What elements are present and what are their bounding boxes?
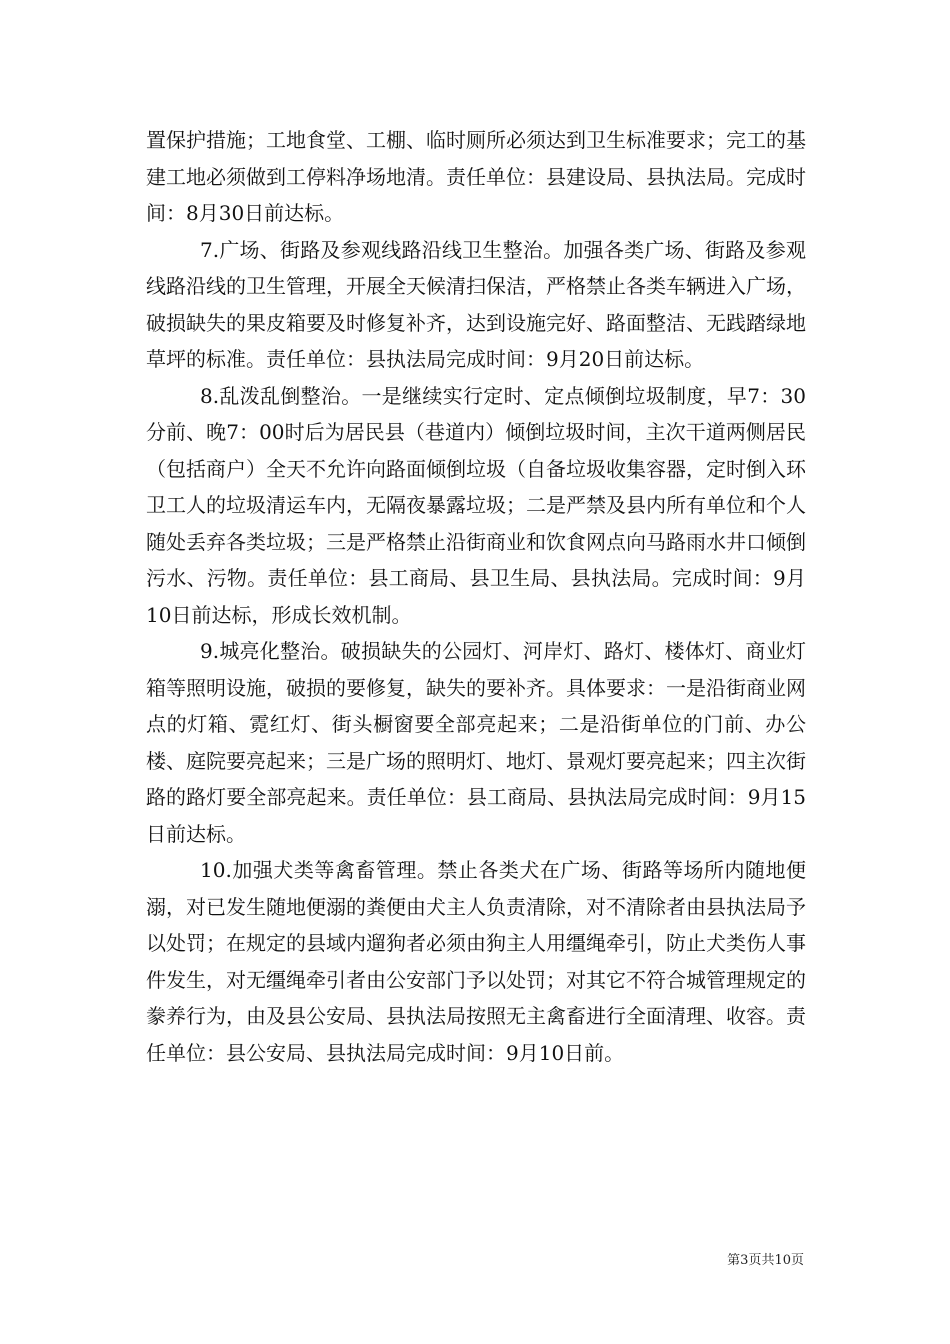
- paragraph-9-city-lighting: 9.城亮化整治。破损缺失的公园灯、河岸灯、路灯、楼体灯、商业灯箱等照明设施，破损的要修复，缺失的要补齐。具体要求：一是沿街商业网点的灯箱、霓红灯、街头橱窗要全部亮起来；二是沿街单位的门前、办公楼、庭院要亮起来；三是广场的照明灯、地灯、景观灯要亮起来；四主次街路的路灯要全部亮起来。责任单位：县工商局、县执法局完成时间：9月15日前达标。: [146, 639, 806, 846]
- paragraph-8-littering-control: 8.乱泼乱倒整治。一是继续实行定时、定点倾倒垃圾制度，早7：30分前、晚7：00时后为居民县（巷道内）倾倒垃圾时间，主次干道两侧居民（包括商户）全天不允许向路面倾倒垃圾（自备垃圾收集容器，定时倒入环卫工人的垃圾清运车内，无隔夜暴露垃圾；二是严禁及县内所有单位和个人随处丢弃各类垃圾；三是严格禁止沿街商业和饮食网点向马路雨水井口倾倒污水、污物。责任单位：县工商局、县卫生局、县执法局。完成时间：9月10日前达标，形成长效机制。: [146, 383, 806, 627]
- paragraph-10-animal-management: 10.加强犬类等禽畜管理。禁止各类犬在广场、街路等场所内随地便溺，对已发生随地便溺的粪便由犬主人负责清除，对不清除者由县执法局予以处罚；在规定的县域内遛狗者必须由狗主人用缰绳牵引，防止犬类伤人事件发生，对无缰绳牵引者由公安部门予以处罚；对其它不符合城管理规定的豢养行为，由及县公安局、县执法局按照无主禽畜进行全面清理、收容。责任单位：县公安局、县执法局完成时间：9月10日前。: [146, 858, 806, 1065]
- paragraph-7-square-street-sanitation: 7.广场、街路及参观线路沿线卫生整治。加强各类广场、街路及参观线路沿线的卫生管理，开展全天候清扫保洁，严格禁止各类车辆进入广场，破损缺失的果皮箱要及时修复补齐，达到设施完好、路面整洁、无践踏绿地草坪的标准。责任单位：县执法局完成时间：9月20日前达标。: [146, 237, 806, 371]
- document-body: [146, 122, 806, 1071]
- paragraph-site-protection: 置保护措施；工地食堂、工棚、临时厕所必须达到卫生标准要求；完工的基建工地必须做到工停料净场地清。责任单位：县建设局、县执法局。完成时间：8月30日前达标。: [146, 128, 806, 225]
- page-number-footer: 第3页共10页: [727, 1253, 804, 1268]
